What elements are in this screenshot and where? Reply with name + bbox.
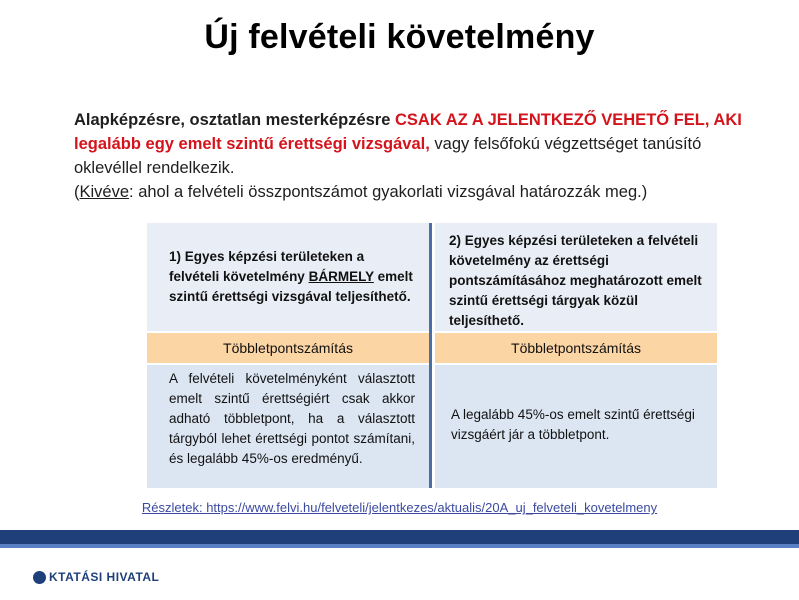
intro-text-3: : ahol a felvételi összpontszámot gyakorlati vizsgával határozzák meg.) — [129, 183, 648, 201]
details-label: Részletek: — [141, 500, 207, 515]
logo — [33, 570, 159, 584]
details-link[interactable] — [142, 500, 657, 515]
footer-bar-dark — [0, 530, 799, 544]
intro-paragraph: Alapképzésre, osztatlan mesterképzésre CSAK AZ A JELENTKEZŐ VEHETŐ FEL, AKI legalább egy emelt szintű érettségi vizsgával, vagy felsőfokú végzettséget tanúsító oklevéllel rendelkezik. (Kivéve: ahol a felvételi összpontszámot gyakorlati vizsgával határozzák meg.) — [74, 111, 742, 201]
left-band-label: Többletpontszámítás — [147, 333, 429, 363]
intro-red-text: CSAK AZ A JELENTKEZŐ VEHETŐ FEL, AKI legalább egy emelt szintű érettségi vizsgával, — [74, 111, 742, 153]
column-divider — [429, 223, 432, 488]
left-body-cell: A felvételi követelményként választott emelt szintű érettségiért csak akkor adható többletpont, ha a választott tárgyból lehet érettségi pontot számítani, és legalább 45%-os eredményű. — [147, 365, 429, 488]
left-header-barmely: BÁRMELY — [308, 269, 374, 284]
right-header-cell: 2) Egyes képzési területeken a felvételi követelmény az érettségi pontszámításához meghatározott emelt szintű érettségi tárgyak közül teljesíthető. — [435, 223, 717, 331]
slide-title: Új felvételi követelmény — [204, 18, 595, 56]
intro-text-2: vagy felsőfokú végzettséget tanúsító oklevéllel rendelkezik. — [74, 135, 702, 177]
left-header-text-2: emelt szintű érettségi vizsgával teljesíthető. — [169, 269, 413, 304]
details-url: https://www.felvi.hu/felveteli/jelentkezes/aktualis/20A_uj_felveteli_kovetelmeny — [206, 500, 658, 515]
comparison-table — [147, 223, 717, 488]
logo-circle-icon — [33, 571, 46, 584]
left-header-cell — [147, 223, 429, 331]
intro-kiveve: Kivéve — [79, 183, 130, 201]
left-header-text-1: 1) Egyes képzési területeken a felvételi követelmény — [169, 249, 365, 284]
logo-text: KTATÁSI HIVATAL — [49, 570, 160, 584]
footer-bar-light — [0, 544, 799, 548]
intro-text-1: Alapképzésre, osztatlan mesterképzésre — [74, 111, 395, 129]
right-band-label: Többletpontszámítás — [435, 333, 717, 363]
details-link-line — [0, 500, 799, 515]
right-body-cell: A legalább 45%-os emelt szintű érettségi vizsgáért jár a többletpont. — [435, 365, 717, 488]
